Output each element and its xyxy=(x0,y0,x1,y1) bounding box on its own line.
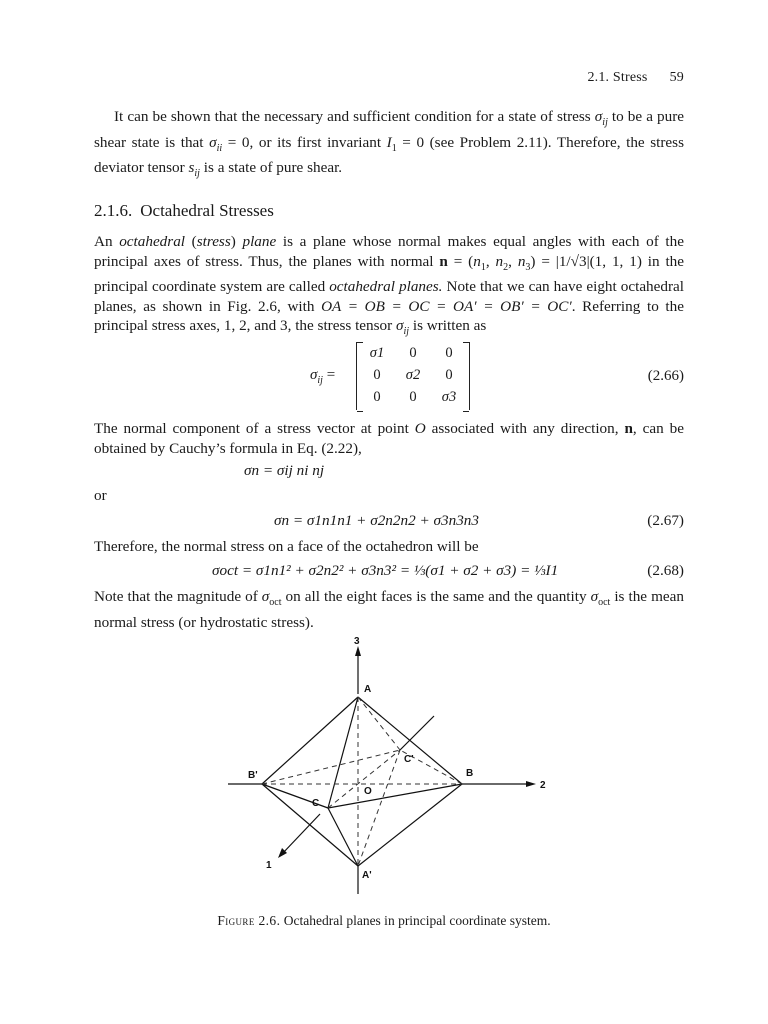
subscript-oct: oct xyxy=(598,597,611,609)
normal-component-paragraph xyxy=(94,419,684,458)
note-paragraph xyxy=(94,587,684,632)
section-number: 2.1.6. xyxy=(94,201,133,220)
subscript-oct: oct xyxy=(269,597,282,609)
octahedron-figure xyxy=(220,632,560,902)
octa-text: , xyxy=(508,252,518,270)
edge-Bp-Ap xyxy=(262,784,358,866)
edge-C-Ap xyxy=(328,808,358,866)
intro-text-1: It can be shown that the necessary and sufficient condition for a state of stress xyxy=(114,108,595,125)
note-text: on all the eight faces is the same and the quantity xyxy=(281,588,591,605)
matrix-cell: σ3 xyxy=(441,389,457,405)
octa-text: ) = |1/√3|(1, 1, 1) in the principal coordinate system are called xyxy=(94,252,685,296)
subscript-ij: ij xyxy=(602,117,608,129)
label-axis-3: 3 xyxy=(354,636,360,647)
equation-number: (2.66) xyxy=(647,368,684,384)
normal-stress-expansion: σn = σ1n1n1 + σ2n2n2 + σ3n3n3 xyxy=(274,512,479,529)
label-C: C xyxy=(312,798,320,809)
axis-2-arrow xyxy=(526,781,536,787)
note-text: Note that the magnitude of xyxy=(94,588,262,605)
intro-text-4: = 0 (see Problem 2.11). Therefore, the stress deviator tensor xyxy=(94,133,684,177)
intro-text-3: = 0, or its first invariant xyxy=(222,133,387,151)
cauchy-formula: σn = σij ni nj xyxy=(244,462,325,479)
subscript: 2 xyxy=(503,261,509,273)
octa-term: plane xyxy=(242,233,277,250)
subscript: 1 xyxy=(480,261,486,273)
octa-text: An xyxy=(94,233,120,250)
matrix-cell: 0 xyxy=(445,345,453,361)
octa-text: ( xyxy=(185,233,197,250)
subscript-ij: ij xyxy=(403,326,410,338)
n-symbol: n xyxy=(495,252,504,270)
label-A: A xyxy=(364,684,372,695)
octa-text: is written as xyxy=(409,317,487,335)
n-symbol: n xyxy=(517,252,526,270)
octahedral-normal-stress: σoct = σ1n1² + σ2n2² + σ3n3² = ⅓(σ1 + σ2 + σ3) = ⅓I1 xyxy=(212,562,559,579)
sigma-symbol: σ xyxy=(594,108,603,125)
subscript-1: 1 xyxy=(391,142,397,154)
matrix-cell: σ2 xyxy=(405,367,421,383)
octa-text: , xyxy=(485,252,496,270)
subscript: 3 xyxy=(525,261,531,273)
equation-number: (2.68) xyxy=(647,562,684,579)
edge-A-Bp xyxy=(262,697,358,784)
equation-2-67 xyxy=(94,512,684,534)
axis-1-upper xyxy=(400,716,434,750)
sigma-symbol: σ xyxy=(396,317,404,335)
stress-matrix xyxy=(356,342,470,410)
octa-term: octahedral planes. xyxy=(329,278,443,296)
label-axis-1: 1 xyxy=(266,860,272,871)
octa-text: = ( xyxy=(447,252,474,270)
subscript-ij: ij xyxy=(317,375,323,386)
point-o-symbol: O xyxy=(414,420,426,437)
normal-text: associated with any direction, xyxy=(425,420,625,437)
matrix-cell: 0 xyxy=(409,345,417,361)
equation-number: (2.67) xyxy=(647,512,684,529)
or-word: or xyxy=(94,487,107,504)
invariant-symbol: I xyxy=(386,133,392,151)
normal-text: , can be obtained by Cauchy’s formula in Eq. (2.22), xyxy=(94,420,684,457)
subscript-ii: ii xyxy=(216,142,223,154)
label-axis-2: 2 xyxy=(540,780,546,791)
edge-A-Cp xyxy=(358,697,400,750)
matrix-cell: σ1 xyxy=(369,345,385,361)
subscript-ij: ij xyxy=(194,168,200,180)
cauchy-equation xyxy=(94,462,684,484)
therefore-sentence: Therefore, the normal stress on a face of the octahedron will be xyxy=(94,538,479,555)
caption-label: Figure 2.6. xyxy=(217,913,281,928)
note-text: is the mean normal stress (or hydrostatic stress). xyxy=(94,588,684,631)
matrix-lhs xyxy=(310,367,335,386)
label-A-prime: A' xyxy=(362,870,372,881)
label-O: O xyxy=(364,786,372,797)
sigma-symbol: σ xyxy=(590,588,599,605)
page-number: 59 xyxy=(669,70,684,85)
edge-A-C xyxy=(328,697,358,808)
caption-text: Octahedral planes in principal coordinate system. xyxy=(280,913,551,928)
section-title: Octahedral Stresses xyxy=(140,201,274,220)
equation-2-68 xyxy=(94,562,684,584)
label-B-prime: B' xyxy=(248,770,258,781)
octahedral-paragraph xyxy=(94,232,684,342)
octa-text: is a plane whose normal makes equal angles with each of the principal axes of stress. Thus, the planes with normal xyxy=(94,233,684,270)
deviator-symbol: s xyxy=(188,159,195,177)
equals-sign: = xyxy=(326,367,336,383)
normal-text: The normal component of a stress vector at point xyxy=(94,420,415,437)
matrix-cell: 0 xyxy=(409,389,417,405)
label-B: B xyxy=(466,768,474,779)
matrix-cell: 0 xyxy=(373,367,381,383)
section-heading xyxy=(94,201,274,221)
intro-paragraph xyxy=(94,107,684,184)
sigma-symbol: σ xyxy=(209,133,217,151)
sigma-symbol: σ xyxy=(310,367,318,383)
normal-vector-symbol: n xyxy=(439,252,448,270)
octa-text: Note that we can have eight octahedral planes, as shown in Fig. 2.6, with xyxy=(94,278,685,315)
sigma-symbol: σ xyxy=(261,588,270,605)
running-head-section: 2.1. Stress xyxy=(587,70,648,85)
matrix-cell: 0 xyxy=(445,367,453,383)
equal-lengths: OA = OB = OC = OA′ = OB′ = OC′ xyxy=(321,297,572,315)
octa-text: ) xyxy=(230,233,243,250)
octa-text: . Referring to the principal stress axes, 1, 2, and 3, the stress tensor xyxy=(94,297,684,335)
matrix-cell: 0 xyxy=(373,389,381,405)
equation-2-66 xyxy=(94,342,684,412)
edge-C-B xyxy=(328,784,462,808)
octa-term: octahedral xyxy=(119,233,186,250)
running-head xyxy=(587,70,684,86)
label-C-prime: C' xyxy=(404,754,414,765)
octa-term: stress xyxy=(196,233,231,250)
n-symbol: n xyxy=(473,252,481,270)
axis-1-line xyxy=(282,814,320,854)
normal-vector-symbol: n xyxy=(624,420,633,437)
edge-B-Ap xyxy=(358,784,462,866)
axis-3-arrow xyxy=(355,646,361,656)
intro-text-5: is a state of pure shear. xyxy=(199,159,343,177)
intro-text-2: to be a pure shear state is that xyxy=(94,108,685,151)
figure-caption xyxy=(0,913,768,929)
